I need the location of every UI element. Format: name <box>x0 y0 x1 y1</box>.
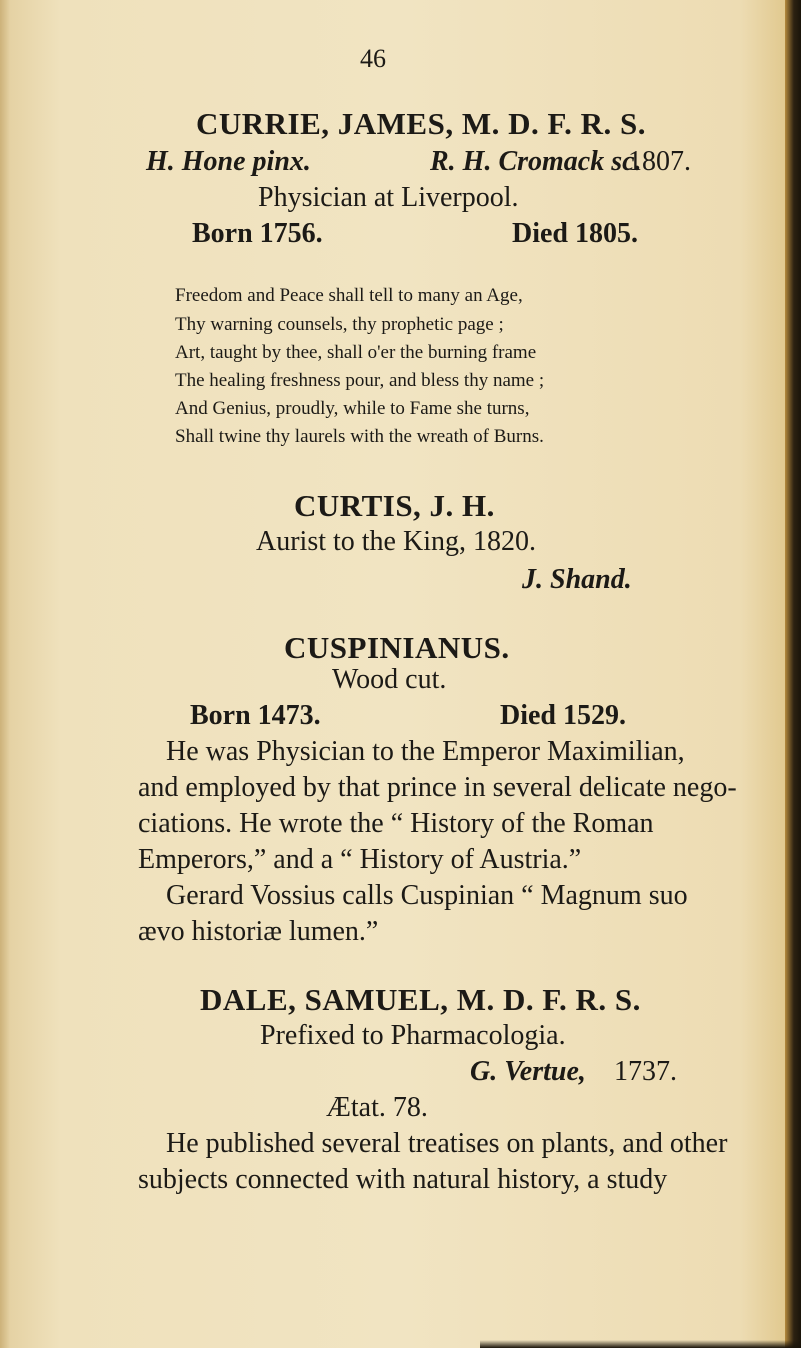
death-year: Died 1805. <box>512 218 638 249</box>
entry-role: Physician at Liverpool. <box>258 182 519 213</box>
death-year: Died 1529. <box>500 700 626 731</box>
engraver-year: 1807. <box>628 146 691 177</box>
entry-heading: CURRIE, JAMES, M. D. F. R. S. <box>196 106 646 141</box>
poem-line: Freedom and Peace shall tell to many an Age, <box>175 285 523 306</box>
poem-line: Shall twine thy laurels with the wreath of Burns. <box>175 426 544 447</box>
birth-year: Born 1473. <box>190 700 321 731</box>
poem-line: Art, taught by thee, shall o'er the burning frame <box>175 342 537 363</box>
entry-heading: CURTIS, J. H. <box>294 488 495 523</box>
poem-line: The healing freshness pour, and bless thy name ; <box>175 370 545 391</box>
birth-year: Born 1756. <box>192 218 323 249</box>
biography-line: ævo historiæ lumen.” <box>138 916 379 947</box>
entry-note: Prefixed to Pharmacologia. <box>260 1020 566 1051</box>
biography-line: and employed by that prince in several delicate nego- <box>138 772 737 803</box>
entry-role: Aurist to the King, 1820. <box>256 526 536 557</box>
entry-medium: Wood cut. <box>332 664 447 695</box>
engraver-credit: G. Vertue, <box>470 1056 586 1087</box>
artist-credit: J. Shand. <box>522 564 632 595</box>
page-number: 46 <box>360 44 386 73</box>
biography-line: Gerard Vossius calls Cuspinian “ Magnum suo <box>166 880 688 911</box>
poem-line: And Genius, proudly, while to Fame she turns, <box>175 398 530 419</box>
engraver-credit: R. H. Cromack sc. <box>430 146 642 177</box>
entry-heading: DALE, SAMUEL, M. D. F. R. S. <box>200 982 641 1017</box>
engraver-year: 1737. <box>614 1056 677 1087</box>
biography-line: He was Physician to the Emperor Maximilian, <box>166 736 685 767</box>
biography-line: He published several treatises on plants, and other <box>166 1128 728 1159</box>
painter-credit: H. Hone pinx. <box>146 146 311 177</box>
biography-line: ciations. He wrote the “ History of the Roman <box>138 808 654 839</box>
entry-age: Ætat. 78. <box>326 1092 428 1123</box>
entry-heading: CUSPINIANUS. <box>284 630 510 665</box>
poem-line: Thy warning counsels, thy prophetic page ; <box>175 314 504 335</box>
biography-line: Emperors,” and a “ History of Austria.” <box>138 844 582 875</box>
biography-line: subjects connected with natural history, a study <box>138 1164 668 1195</box>
